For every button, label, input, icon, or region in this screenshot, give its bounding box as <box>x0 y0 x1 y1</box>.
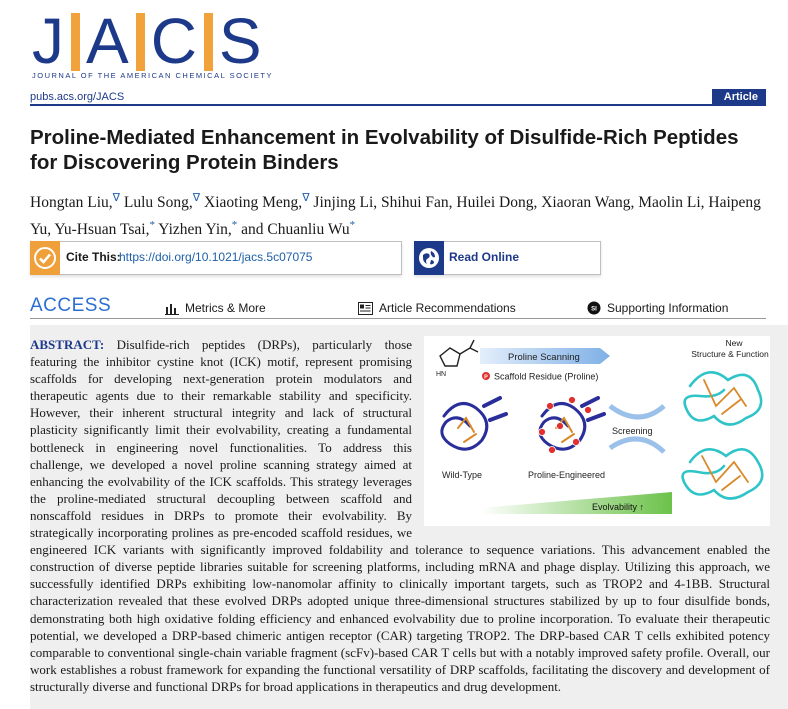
evolvability-label: Evolvability ↑ <box>592 502 645 512</box>
header-rule <box>30 104 766 106</box>
author-mark: * <box>349 219 356 231</box>
journal-subtitle: JOURNAL OF THE AMERICAN CHEMICAL SOCIETY <box>32 71 273 80</box>
new-structure-bottom <box>683 449 763 498</box>
new-structure-top <box>685 372 762 424</box>
author: Yizhen Yin, <box>158 221 232 238</box>
logo-letters: J A C S <box>32 5 263 77</box>
author-mark: * <box>149 219 155 231</box>
proline-scanning-label: Proline Scanning <box>508 352 580 363</box>
article-type-badge: Article <box>712 89 766 106</box>
author-list <box>30 187 775 241</box>
recommendations-link[interactable] <box>358 301 516 315</box>
author-mark: ∇ <box>192 192 201 204</box>
legend-label: Scaffold Residue (Proline) <box>494 371 599 382</box>
author: Hongtan Liu, <box>30 194 113 211</box>
supporting-info-label: Supporting Information <box>607 301 729 315</box>
toc-figure <box>424 336 770 526</box>
abstract-label: ABSTRACT: <box>30 337 105 352</box>
new-structure-label: Structure & Function <box>691 349 769 359</box>
author: Lulu Song, <box>123 194 193 211</box>
wild-type-peptide <box>442 398 506 449</box>
read-online-button[interactable] <box>414 241 601 275</box>
author-mark: ∇ <box>302 192 310 204</box>
new-label: New <box>725 338 743 348</box>
abstract-text: Disulfide-rich peptides (DRPs), particularly those featuring the inhibitor cystine knot (ICK) motif, represent promising scaffolds for developing next-generation protein modulators and therapeutic agents due to their remarkable stability and specificity. However, their inherent structural integrity and lack of structural plasticity significantly limit their evolvability, creating a fundamental bottleneck in engineering novel functionalities. To address this challenge, we developed a novel proline scanning strategy aimed at enhancing the evolvability of the ICK scaffolds. This strategy leverages the proline-mediated structural decoupling between scaffold and nonscaffold residues in DRPs to promote their evolvability. By strategically incorporating prolines as pre-encoded scaffold residues, we engineered ICK variants with significantly improved foldability and tolerance to sequence variations. This advancement enabled the construction of diverse peptide libraries suitable for screening platforms, including mRNA and phage display. Utilizing this approach, we successfully identified DRPs exhibiting low-nanomolar affinity to clinically important targets, such as TROP2 and 4-1BB. Structural characterization revealed that these evolved DRPs adopted unique three-dimensional structures stabilized by up to four disulfide bonds, demonstrating both high oxidative folding efficiency and enhanced evolvability due to proline incorporation. To evaluate their therapeutic potential, we developed a DRP-based chimeric antigen receptor (CAR) targeting TROP2. The DRP-based CAR T cells exhibited potency comparable to conventional single-chain variable fragment (scFv)-based CAR T cells but with a notably improved safety profile. Overall, our work establishes a robust framework for expanding the functional versatility of DRP scaffolds, facilitating the discovery and development of structurally diverse and functional DRPs for broad applications in therapeutics and drug development. <box>30 337 770 694</box>
svg-text:HN: HN <box>436 371 447 378</box>
metrics-link[interactable] <box>165 301 266 315</box>
globe-icon <box>414 241 444 275</box>
author: Jinjing Li, Shihui Fan, Huilei Dong, Xiaoran Wang, Maolin Li, Haipeng Yu, Yu-Hsuan Tsai, <box>30 194 761 238</box>
author: and Chuanliu Wu <box>241 221 350 238</box>
author-mark: ∇ <box>112 192 121 204</box>
article-icon <box>358 302 373 315</box>
proline-marker-letter: P <box>484 374 488 381</box>
proline-structure-icon <box>440 340 478 366</box>
paper-title: Proline-Mediated Enhancement in Evolvability of Disulfide-Rich Peptides for Discovering Protein Binders <box>30 126 739 174</box>
supporting-info-link[interactable] <box>587 301 728 315</box>
checkmark-icon <box>30 241 60 275</box>
screening-label: Screening <box>612 426 653 436</box>
metrics-label: Metrics & More <box>185 301 266 315</box>
author-mark: * <box>231 219 238 231</box>
si-icon <box>587 301 601 315</box>
proline-engineered-label: Proline-Engineered <box>528 470 606 480</box>
wild-type-label: Wild-Type <box>442 470 483 480</box>
journal-url[interactable]: pubs.acs.org/JACS <box>30 91 125 103</box>
access-label: ACCESS <box>30 295 112 316</box>
cite-label: Cite This: <box>66 250 121 264</box>
author: Xiaoting Meng, <box>204 194 303 211</box>
read-online-label: Read Online <box>449 250 520 264</box>
bar-chart-icon <box>165 302 179 315</box>
access-rule <box>30 318 766 319</box>
recommendations-label: Article Recommendations <box>379 301 516 315</box>
cite-this-box <box>30 241 402 275</box>
abstract <box>30 336 770 695</box>
svg-text:SI: SI <box>591 306 597 313</box>
doi-link[interactable]: https://doi.org/10.1021/jacs.5c07075 <box>119 250 313 264</box>
toc-graphic <box>424 336 770 526</box>
